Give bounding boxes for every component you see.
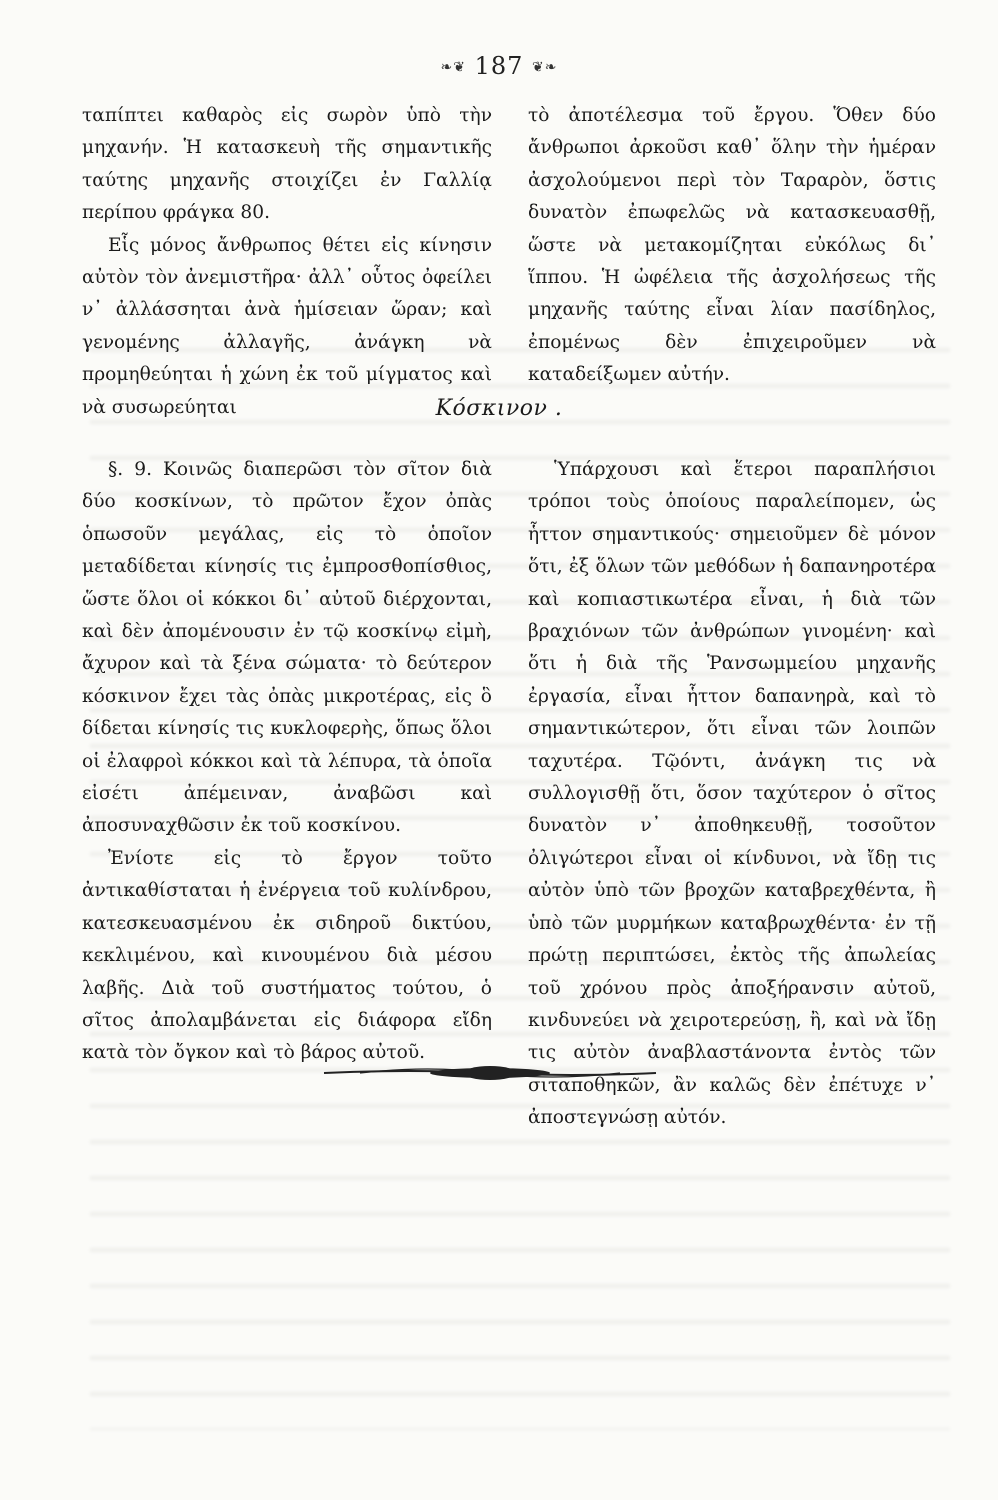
ornamental-rule [320,1062,660,1084]
paragraph-result: τὸ ἀποτέλεσμα τοῦ ἔργου. Ὅθεν δύο ἄνθρωποι ἀρκοῦσι καθ᾽ ὅλην τὴν ἡμέραν ἀσχολούμενοι περὶ τὸν Ταραρὸν, ὅστις δυνατὸν ἐπωφελῶς νὰ κατασκευασθῇ, ὥστε νὰ μετακομίζηται εὐκόλως δι᾽ ἵππου. Ἡ ὠφέλεια τῆς ἀσχολήσεως τῆς μηχανῆς ταύτης εἶναι λίαν πασίδηλος, ἐπομένως δὲν ἐπιχειροῦμεν νὰ καταδείξωμεν αὐτήν. [528,105,936,386]
paragraph-other-methods: Ὑπάρχουσι καὶ ἕτεροι παραπλήσιοι τρόποι τοὺς ὁποίους παραλείπομεν, ὡς ἧττον σημαντικούς· σημειοῦμεν δὲ μόνον ὅτι, ἐξ ὅλων τῶν μεθόδων ἡ δαπανηροτέρα καὶ κοπιαστικωτέρα εἶναι, ἡ διὰ τῶν βραχιόνων τῶν ἀνθρώπων γινομένη· καὶ ὅτι ἡ διὰ τῆς Ῥανσωμμείου μηχανῆς ἐργασία, εἶναι ἧττον δαπανηρὰ, καὶ τὸ σημαντικώτερον, ὅτι εἶναι τῶν λοιπῶν ταχυτέρα. Τῷόντι, ἀνάγκη τις νὰ συλλογισθῇ ὅτι, ὅσον ταχύτερον ὁ σῖτος δυνατὸν ν᾽ ἀποθηκευθῇ, τοσοῦτον ὀλιγώτεροι εἶναι οἱ κίνδυνοι, νὰ ἴδῃ τις αὐτὸν ὑπὸ τῶν βροχῶν καταβρεχθέντα, ἢ ὑπὸ τῶν μυρμήκων καταβρωχθέντα· ἐν τῇ πρώτῃ περιπτώσει, ἐκτὸς τῆς ἀπωλείας τοῦ χρόνου πρὸς ἀποξήρανσιν αὐτοῦ, κινδυνεύει νὰ χειροτερεύσῃ, ἢ, καὶ νὰ ἴδῃ τις αὐτὸν ἀναβλαστάνοντα ἐντὸς τῶν σιταποθηκῶν, ἂν καλῶς δὲν ἐπέτυχε ν᾽ ἀποστεγνώσῃ αὐτόν. [528,459,936,1129]
column-top-right [528,100,936,392]
paragraph-section-9: §. 9. Κοινῶς διαπερῶσι τὸν σῖτον διὰ δύο κοσκίνων, τὸ πρῶτον ἔχον ὀπὰς ὁπωσοῦν μεγάλας, εἰς τὸ ὁποῖον μεταδίδεται κίνησίς τις ἐμπροσθοπίσθιος, ὥστε ὅλοι οἱ κόκκοι δι᾽ αὐτοῦ διέρχονται, καὶ δὲν ἀπομένουσιν ἐν τῷ κοσκίνῳ εἰμὴ, ἄχυρον καὶ τὰ ξένα σώματα· τὸ δεύτερον κόσκινον ἔχει τὰς ὀπὰς μικροτέρας, εἰς ὃ δίδεται κίνησίς τις κυκλοφερὴς, ὅπως ὅλοι οἱ ἐλαφροὶ κόκκοι καὶ τὰ λέπυρα, τὰ ὁποῖα εἰσέτι ἀπέμειναν, ἀναβῶσι καὶ ἀποσυναχθῶσιν ἐκ τοῦ κοσκίνου. [82,459,492,837]
paragraph-fan-operator: Εἷς μόνος ἄνθρωπος θέτει εἰς κίνησιν αὐτὸν τὸν ἀνεμιστῆρα· ἀλλ᾽ οὗτος ὀφείλει ν᾽ ἀλλάσσηται ἀνὰ ἡμίσειαν ὥραν; καὶ γενομένης ἀλλαγῆς, ἀνάγκη νὰ προμηθεύηται ἡ χώνη ἐκ τοῦ μίγματος καὶ νὰ συσωρεύηται [82,234,492,418]
page-number: 187 [474,52,524,80]
column-top-left [82,100,492,424]
paragraph-continued: ταπίπτει καθαρὸς εἰς σωρὸν ὑπὸ τὴν μηχανήν. Ἡ κατασκευὴ τῆς σημαντικῆς ταύτης μηχανῆς στοιχίζει ἐν Γαλλίᾳ περίπου φράγκα 80. [82,105,492,224]
column-bottom-left [82,454,492,1070]
page-header [0,52,998,80]
ornament-left: ❧❦ [440,59,466,76]
section-title: Κόσκινον . [435,396,563,421]
ornament-right: ❦❧ [532,59,558,76]
paragraph-cylinder: Ἐνίοτε εἰς τὸ ἔργον τοῦτο ἀντικαθίσταται ἡ ἐνέργεια τοῦ κυλίνδρου, κατεσκευασμένου ἐκ σιδηροῦ δικτύου, κεκλιμένου, καὶ κινουμένου διὰ μέσου λαβῆς. Διὰ τοῦ συστήματος τούτου, ὁ σῖτος ἀπολαμβάνεται εἰς διάφορα εἴδη κατὰ τὸν ὄγκον καὶ τὸ βάρος αὐτοῦ. [82,847,492,1064]
column-bottom-right [528,454,936,1135]
